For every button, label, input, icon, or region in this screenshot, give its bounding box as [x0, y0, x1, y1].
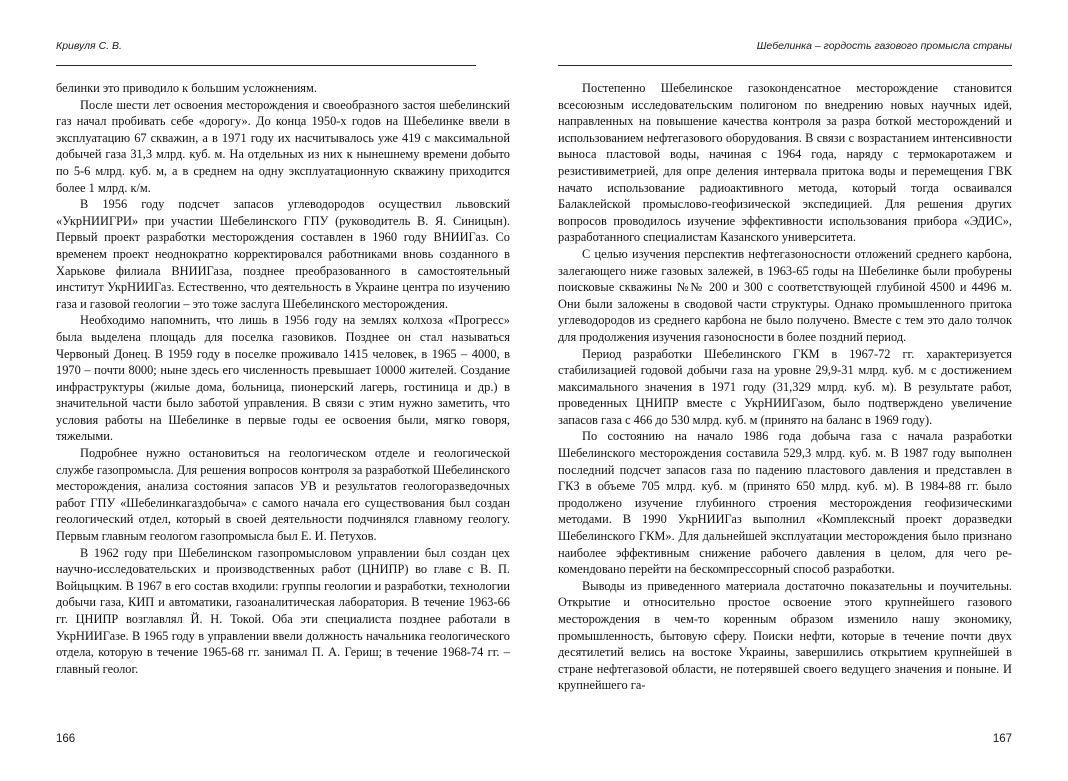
left-body-text [56, 80, 510, 677]
right-page [534, 0, 1068, 781]
right-page-number: 167 [992, 733, 1012, 745]
left-header-rule [56, 65, 476, 66]
paragraph: Постепенно Шебелинское газоконденсатное месторождение становится всесоюзным исследовательским полигоном по внедрению новых научных идей, направленных на повышение качества контроля за разра боткой месторождений и использованием нефтегазового оборудования. В связи с возрастанием интенсивности выноса пластовой воды, начиная с 1964 года, наряду с термокаротажем и резистивиметрией, для опре деления интервала притока воды и перемещения ГВК начато использование радиоактивного метода, который тогда осваивался Балаклейской промыслово-геофизической экспедицией. Для решения других вопросов проводилось изучение эффективности использования прибора «ЭДИС», разработанного специалистам Казанского университета. [558, 81, 1012, 245]
paragraph: По состоянию на начало 1986 года добыча газа с начала разработки Шебелинского месторождения составила 529,3 млрд. куб. м. В 1987 году выполнен последний подсчет запасов газа по падению пластового давления и представлен в ГКЗ в объеме 705 млрд. куб. м (принято 650 млрд. куб. м). В 1984-88 гг. было продолжено изучение глубинного строения месторождения геофизическими методами. В 1990 УкрНИИГаз выполнил «Комплексный проект доразведки Шебелинского ГКМ». Для дальнейшей эксплуатации месторождения было признано наиболее эффективным снижение рабочего давления в целом, для чего рекомендовано перейти на бескомпрессорный способ разработки. [558, 429, 1012, 577]
left-running-head [56, 40, 510, 62]
left-running-head-text: Кривуля С. В. [56, 40, 122, 52]
paragraph: После шести лет освоения месторождения и своеобразного застоя шебелинский газ начал пробивать себе «дорогу». До конца 1950-х годов на Шебелинке ввели в эксплуатацию 67 скважин, а в 1971 году их насчитывалось уже 419 с максимальной добычей газа 31,3 млрд. куб. м. На отдельных из них к нынешнему времени добыто по 5-6 млрд. куб. м, а в среднем на одну эксплуатационную скважину приходится более 1 млрд. к/м. [56, 97, 510, 195]
paragraph: Выводы из приведенного материала достаточно показательны и поучительны. Открытие и относительно простое освоение этого крупнейшего газового месторождения в чем-то коренным образом изменило нашу экономику, промышленность, бытовую сферу. Поиски нефти, которые в течение почти двух десятилетий велись на востоке Украины, завершились открытием крупнейшей в стране нефтегазовой области, не потерявшей своего ведущего значения и поныне. И крупнейшего га- [558, 578, 1012, 693]
left-page-number: 166 [56, 733, 76, 745]
right-running-head [558, 40, 1012, 62]
paragraph: Необходимо напомнить, что лишь в 1956 году на землях колхоза «Прогресс» была выделена площадь для поселка газовиков. Позднее он стал называться Червоный Донец. В 1959 году в поселке проживало 1415 человек, в 1965 – 4000, в 1970 – почти 8000; ныне здесь его численность превышает 10000 жителей. Создание инфраструктуры (жилые дома, больница, пионерский лагерь, гостиница и др.) в значительной части было заботой управления. В связи с этим нужно заметить, что условия работы на Шебелинке в первые годы ее освоения были, мягко говоря, тяжелыми. [56, 313, 510, 444]
right-header-rule [558, 65, 1012, 66]
right-running-head-text: Шебелинка – гордость газового промысла страны [756, 40, 1012, 52]
paragraph: С целью изучения перспектив нефтегазоносности отложений среднего карбона, залегающего ниже газовых залежей, в 1963-65 годы на Шебелинке были пробурены поисковые скважины №№ 200 и 300 с соответствующей глубиной 4500 и 4496 м. Они были заложены в сводовой части структуры. Однако промышленного притока углеводородов из среднего карбона не было получено. Вместе с тем это дало толчок для продолжения изучения газоносности в более поздний период. [558, 246, 1012, 344]
right-body-text [558, 80, 1012, 694]
paragraph: В 1956 году подсчет запасов углеводородов осуществил львовский «УкрНИИГРИ» при участии Шебелинского ГПУ (руководитель В. Я. Синицын). Первый проект разработки месторождения составлен в 1960 году ВНИИГаз. Со временем проект неоднократно корректировался работниками вновь созданного в Харькове филиала ВНИИГаза, позднее преобразованного в самостоятельный институт УкрНИИГаз. Естественно, что деятельность в Украине центра по изучению газа и газовой геологии – это тоже заслуга Шебелинского месторождения. [56, 197, 510, 311]
paragraph: В 1962 году при Шебелинском газопромысловом управлении был создан цех научно-исследовательских и производственных работ (ЦНИПР) во главе с В. П. Войцыцким. В 1967 в его состав входили: группы геологии и разработки, технологии добычи газа, КИП и автоматики, газоаналитическая лаборатория. В течение 1963-66 гг. ЦНИПР возглавлял Й. Н. Токой. Оба эти специалиста позднее работали в УкрНИИГазе. В 1965 году в управлении ввели должность начальника геологического отдела, которую в течение 1965-68 гг. занимал П. А. Гериш; в течение 1968-74 гг. – главный геолог. [56, 545, 510, 676]
paragraph: Подробнее нужно остановиться на геологическом отделе и геологической службе газопромысла. Для решения вопросов контроля за разработкой Шебелинского месторождения, анализа состояния запасов УВ и результатов геологоразведочных работ ГПУ «Шебелинкагаздобыча» с самого начала его существования был создан геологический отдел, который в своей деятельности подчинялся главному геологу. Первым главным геологом газопромысла был Е. И. Петухов. [56, 446, 510, 544]
paragraph: белинки это приводило к большим усложнениям. [56, 81, 317, 95]
paragraph: Период разработки Шебелинского ГКМ в 1967-72 гг. характеризуется стабилизацией годовой добычи газа на уровне 29,9-31 млрд. куб. м с достижением максимального значения в 1971 году (31,329 млрд. куб. м). В результате работ, проведенных ЦНИПР вместе с УкрНИИГазом, было подтверждено увеличение запасов газа с 466 до 530 млрд. куб. м (принято на баланс в 1969 году). [558, 346, 1012, 427]
